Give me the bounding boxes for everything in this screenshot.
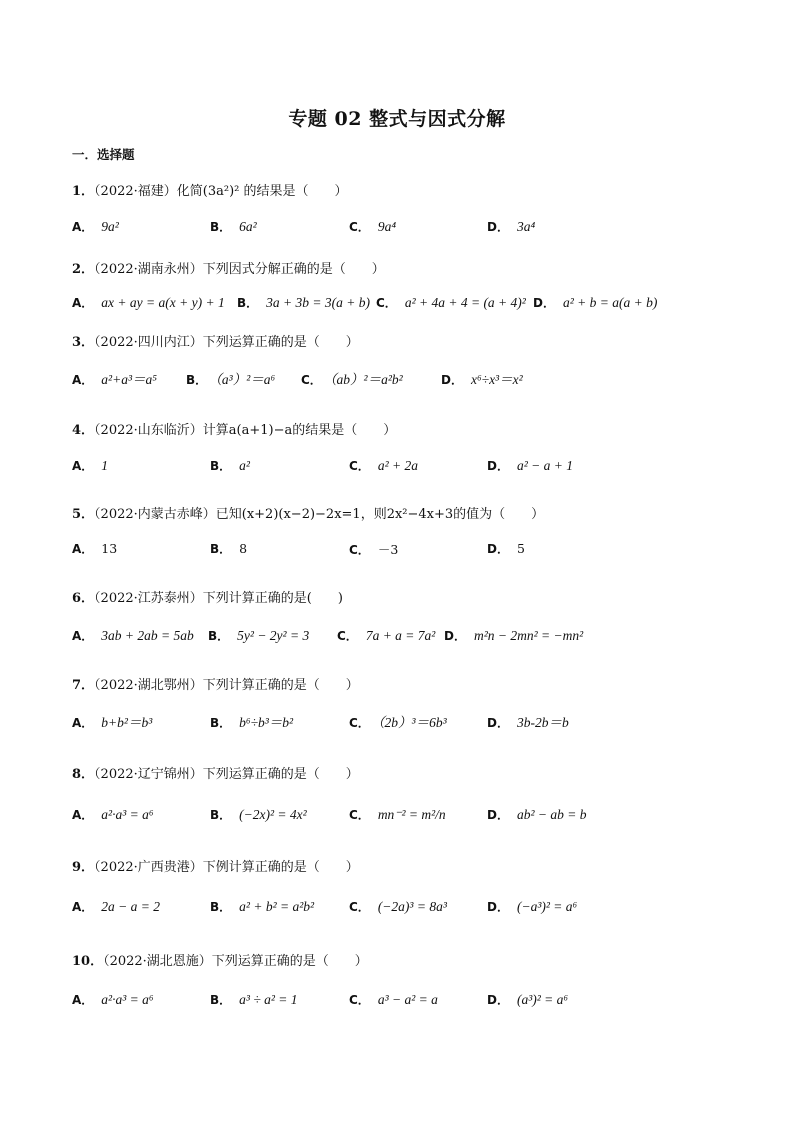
question-number: 10． bbox=[72, 954, 104, 969]
question-number: 4． bbox=[72, 423, 95, 438]
option-b: B． 5y² − 2y² = 3 bbox=[208, 628, 310, 643]
section-heading: 一．选择题 bbox=[72, 147, 135, 162]
option-a: A． 9a² bbox=[72, 219, 119, 234]
question-stem: （2022·湖北恩施）下列运算正确的是（ ） bbox=[103, 954, 368, 969]
option-a: A． a²·a³ = a⁶ bbox=[72, 992, 154, 1007]
option-d: D． ab² − ab = b bbox=[487, 807, 587, 822]
question-2 bbox=[72, 258, 385, 277]
option-a: A． b+b²＝b³ bbox=[72, 715, 153, 730]
option-c: C． －3 bbox=[349, 542, 399, 557]
option-c: C． (−2a)³ = 8a³ bbox=[349, 899, 447, 914]
question-number: 1． bbox=[72, 184, 95, 199]
option-c: C． 9a⁴ bbox=[349, 219, 397, 234]
option-d: D． (a³)² = a⁶ bbox=[487, 992, 569, 1007]
question-number: 7． bbox=[72, 678, 95, 693]
option-b: B． （a³）²＝a⁶ bbox=[186, 372, 276, 387]
question-1 bbox=[72, 180, 347, 199]
option-c: C． a² + 2a bbox=[349, 458, 418, 473]
option-b: B． (−2x)² = 4x² bbox=[210, 807, 307, 822]
option-b: B． 6a² bbox=[210, 219, 257, 234]
question-10 bbox=[72, 950, 368, 969]
question-number: 2． bbox=[72, 262, 95, 277]
option-d: D． m²n − 2mn² = −mn² bbox=[444, 628, 584, 643]
option-a: A． 3ab + 2ab = 5ab bbox=[72, 628, 194, 643]
question-stem: （2022·湖北鄂州）下列计算正确的是（ ） bbox=[94, 678, 359, 693]
question-3 bbox=[72, 331, 359, 350]
question-stem: （2022·江苏泰州）下列计算正确的是( ) bbox=[94, 591, 343, 606]
option-a: A． 1 bbox=[72, 458, 109, 473]
question-number: 5． bbox=[72, 507, 95, 522]
question-number: 3． bbox=[72, 335, 95, 350]
option-c: C． （2b）³＝6b³ bbox=[349, 715, 447, 730]
option-c: C． （ab）²＝a²b² bbox=[301, 372, 403, 387]
option-a: A． 13 bbox=[72, 541, 118, 556]
option-a: A． a²+a³＝a⁵ bbox=[72, 372, 157, 387]
option-d: D． a² − a + 1 bbox=[487, 458, 573, 473]
question-stem: （2022·辽宁锦州）下列运算正确的是（ ） bbox=[94, 767, 359, 782]
option-b: B． b⁶÷b³＝b² bbox=[210, 715, 294, 730]
option-c: C． mn⁻² = m²/n bbox=[349, 807, 446, 822]
question-8 bbox=[72, 763, 359, 782]
question-stem: （2022·内蒙古赤峰）已知(x+2)(x−2)−2x=1，则2x²−4x+3的值为（ ） bbox=[94, 507, 545, 522]
question-number: 6． bbox=[72, 591, 95, 606]
question-stem: （2022·广西贵港）下例计算正确的是（ ） bbox=[94, 860, 359, 875]
option-d: D． a² + b = a(a + b) bbox=[533, 295, 658, 310]
option-a: A． a²·a³ = a⁶ bbox=[72, 807, 154, 822]
question-9 bbox=[72, 856, 359, 875]
option-b: B． 3a + 3b = 3(a + b) bbox=[237, 295, 370, 310]
question-stem: （2022·山东临沂）计算a(a+1)−a的结果是（ ） bbox=[94, 423, 397, 438]
option-b: B． a² + b² = a²b² bbox=[210, 899, 315, 914]
option-c: C． a³ − a² = a bbox=[349, 992, 438, 1007]
question-6 bbox=[72, 587, 343, 606]
option-d: D． 5 bbox=[487, 541, 525, 556]
question-stem: （2022·四川内江）下列运算正确的是（ ） bbox=[94, 335, 359, 350]
option-d: D． 3b-2b＝b bbox=[487, 715, 569, 730]
option-b: B． 8 bbox=[210, 541, 248, 556]
option-a: A． 2a − a = 2 bbox=[72, 899, 161, 914]
question-number: 8． bbox=[72, 767, 95, 782]
option-d: D． (−a³)² = a⁶ bbox=[487, 899, 578, 914]
question-stem: （2022·福建）化简(3a²)² 的结果是（ ） bbox=[94, 184, 348, 199]
option-b: B． a³ ÷ a² = 1 bbox=[210, 992, 298, 1007]
question-5 bbox=[72, 503, 544, 522]
option-d: D． x⁶÷x³＝x² bbox=[441, 372, 523, 387]
question-4 bbox=[72, 419, 396, 438]
question-stem: （2022·湖南永州）下列因式分解正确的是（ ） bbox=[94, 262, 385, 277]
page-title: 专题 02 整式与因式分解 bbox=[288, 108, 506, 130]
option-b: B． a² bbox=[210, 458, 250, 473]
option-c: C． a² + 4a + 4 = (a + 4)² bbox=[376, 295, 526, 310]
question-7 bbox=[72, 674, 359, 693]
option-d: D． 3a⁴ bbox=[487, 219, 536, 234]
option-c: C． 7a + a = 7a² bbox=[337, 628, 436, 643]
question-number: 9． bbox=[72, 860, 95, 875]
option-a: A． ax + ay = a(x + y) + 1 bbox=[72, 295, 225, 310]
